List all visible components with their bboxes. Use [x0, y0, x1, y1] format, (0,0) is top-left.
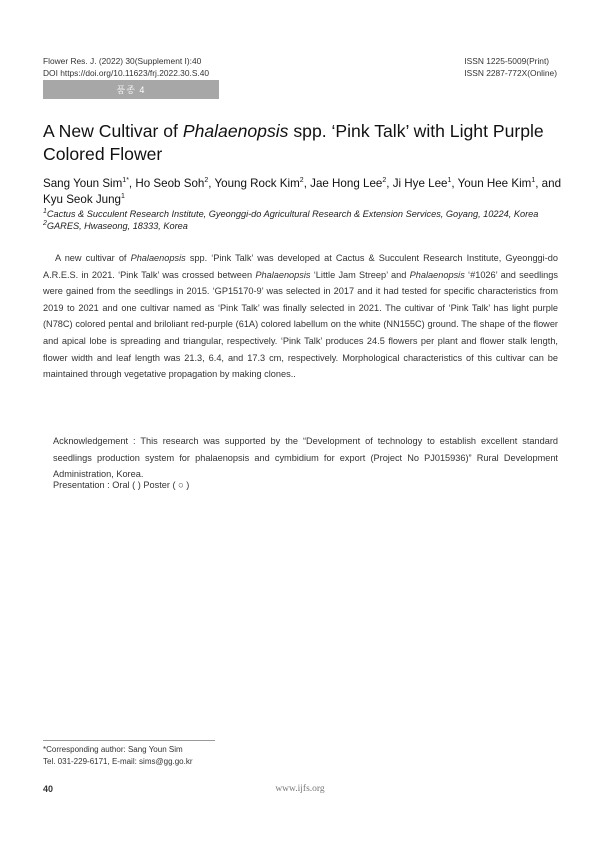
author-name: Ho Seob Soh [135, 177, 205, 190]
abstract-genus: Phalaenopsis [409, 269, 465, 280]
issn-header [464, 55, 557, 79]
author-name: Kyu Seok Jung [43, 193, 121, 206]
footnote-divider [43, 740, 215, 741]
page-number: 40 [43, 784, 54, 794]
author-name: Jae Hong Lee [310, 177, 383, 190]
doi-line[interactable]: DOI https://doi.org/10.11623/frj.2022.30.S.40 [43, 68, 210, 78]
affiliation-text: Cactus & Succulent Research Institute, Gyeonggi-do Agricultural Research & Extension Services, Goyang, 10224, Korea [46, 209, 539, 219]
title-part-1: A New Cultivar of [43, 121, 183, 141]
title-genus: Phalaenopsis [182, 121, 289, 141]
affiliation-sup: 2 [43, 219, 47, 227]
author-name: Sang Youn Sim [43, 177, 123, 190]
author-name: Youn Hee Kim [457, 177, 532, 190]
abstract-text: A new cultivar of [55, 253, 131, 263]
author-sep: , [451, 177, 458, 190]
author-list [43, 176, 563, 208]
author-sup: 2 [299, 177, 304, 185]
affiliation-sup: 1 [43, 207, 47, 215]
author-sup: 1 [447, 177, 452, 185]
author-sup: 2 [382, 177, 387, 185]
abstract-text: spp. ‘Pink Talk’ was developed at Cactus & Succulent Research Institute, Gyeonggi-do A.R.E.S. in 2021. ‘Pink Talk’ was crossed between [43, 253, 558, 280]
issn-print: ISSN 1225-5009(Print) [464, 56, 550, 66]
journal-header [43, 55, 209, 79]
author-and: , and [535, 177, 562, 190]
paper-title [43, 120, 563, 166]
abstract-text: ‘Little Jam Streep’ and [310, 269, 410, 280]
corresponding-author: *Corresponding author: Sang Youn Sim [43, 745, 183, 754]
author-sup: 1* [122, 177, 129, 185]
journal-citation: Flower Res. J. (2022) 30(Supplement I):40 [43, 56, 202, 66]
author-name: Young Rock Kim [214, 177, 300, 190]
abstract-genus: Phalaenopsis [130, 253, 186, 263]
abstract-genus: Phalaenopsis [255, 269, 311, 280]
contact-info: Tel. 031-229-6171, E-mail: sims@gg.go.kr [43, 757, 193, 766]
author-sup: 2 [204, 177, 209, 185]
title-part-2: spp. ‘Pink Talk’ with Light Purple Colored Flower [43, 121, 544, 164]
website-url[interactable]: www.ijfs.org [275, 784, 325, 794]
affiliation-2 [43, 220, 563, 232]
footnote [43, 744, 193, 768]
affiliations [43, 208, 563, 232]
affiliation-text: GARES, Hwaseong, 18333, Korea [46, 221, 188, 231]
author-sup: 1 [531, 177, 536, 185]
author-sep: , [303, 177, 311, 190]
author-sep: , [128, 177, 136, 190]
abstract-body [43, 250, 558, 383]
affiliation-1 [43, 208, 563, 220]
abstract-text: ‘#1026’ and seedlings were gained from the seedlings in 2015. ‘GP15170-9’ was selected in 2017 and it had tested for specific characteristics from 2019 to 2021 and one cultivar named as ‘Pink Talk’ was finally selected in 2021. The cultivar of ‘Pink Talk’ has light purple (N78C) colored pental and briloliant red-purple (61A) colored labellum on the white (NN155C) ground. The shape of the flower and apical lobe is spreading and triangular, respectively. ‘Pink Talk’ produces 24.5 flowers per plant and flower stalk length, flower width and leaf length was 21.3, 6.4, and 17.3 cm, respectively. Morphological characteristics of this cultivar can be maintained through vegetative propagation by making clones.. [43, 269, 558, 380]
presentation-type: Presentation : Oral ( ) Poster ( ○ ) [53, 480, 190, 490]
author-sep: , [386, 177, 393, 190]
author-sup: 1 [121, 193, 125, 201]
acknowledgement: Acknowledgement : This research was supported by the “Development of technology to establish excellent standard seedlings production system for phalaenopsis and cymbidium for export (Project No PJ015936)” Rural Development Administration, Korea. [53, 436, 558, 480]
author-name: Ji Hye Lee [392, 177, 448, 190]
section-label: 품종 4 [43, 80, 219, 99]
author-sep: , [208, 177, 215, 190]
issn-online: ISSN 2287-772X(Online) [464, 68, 557, 78]
